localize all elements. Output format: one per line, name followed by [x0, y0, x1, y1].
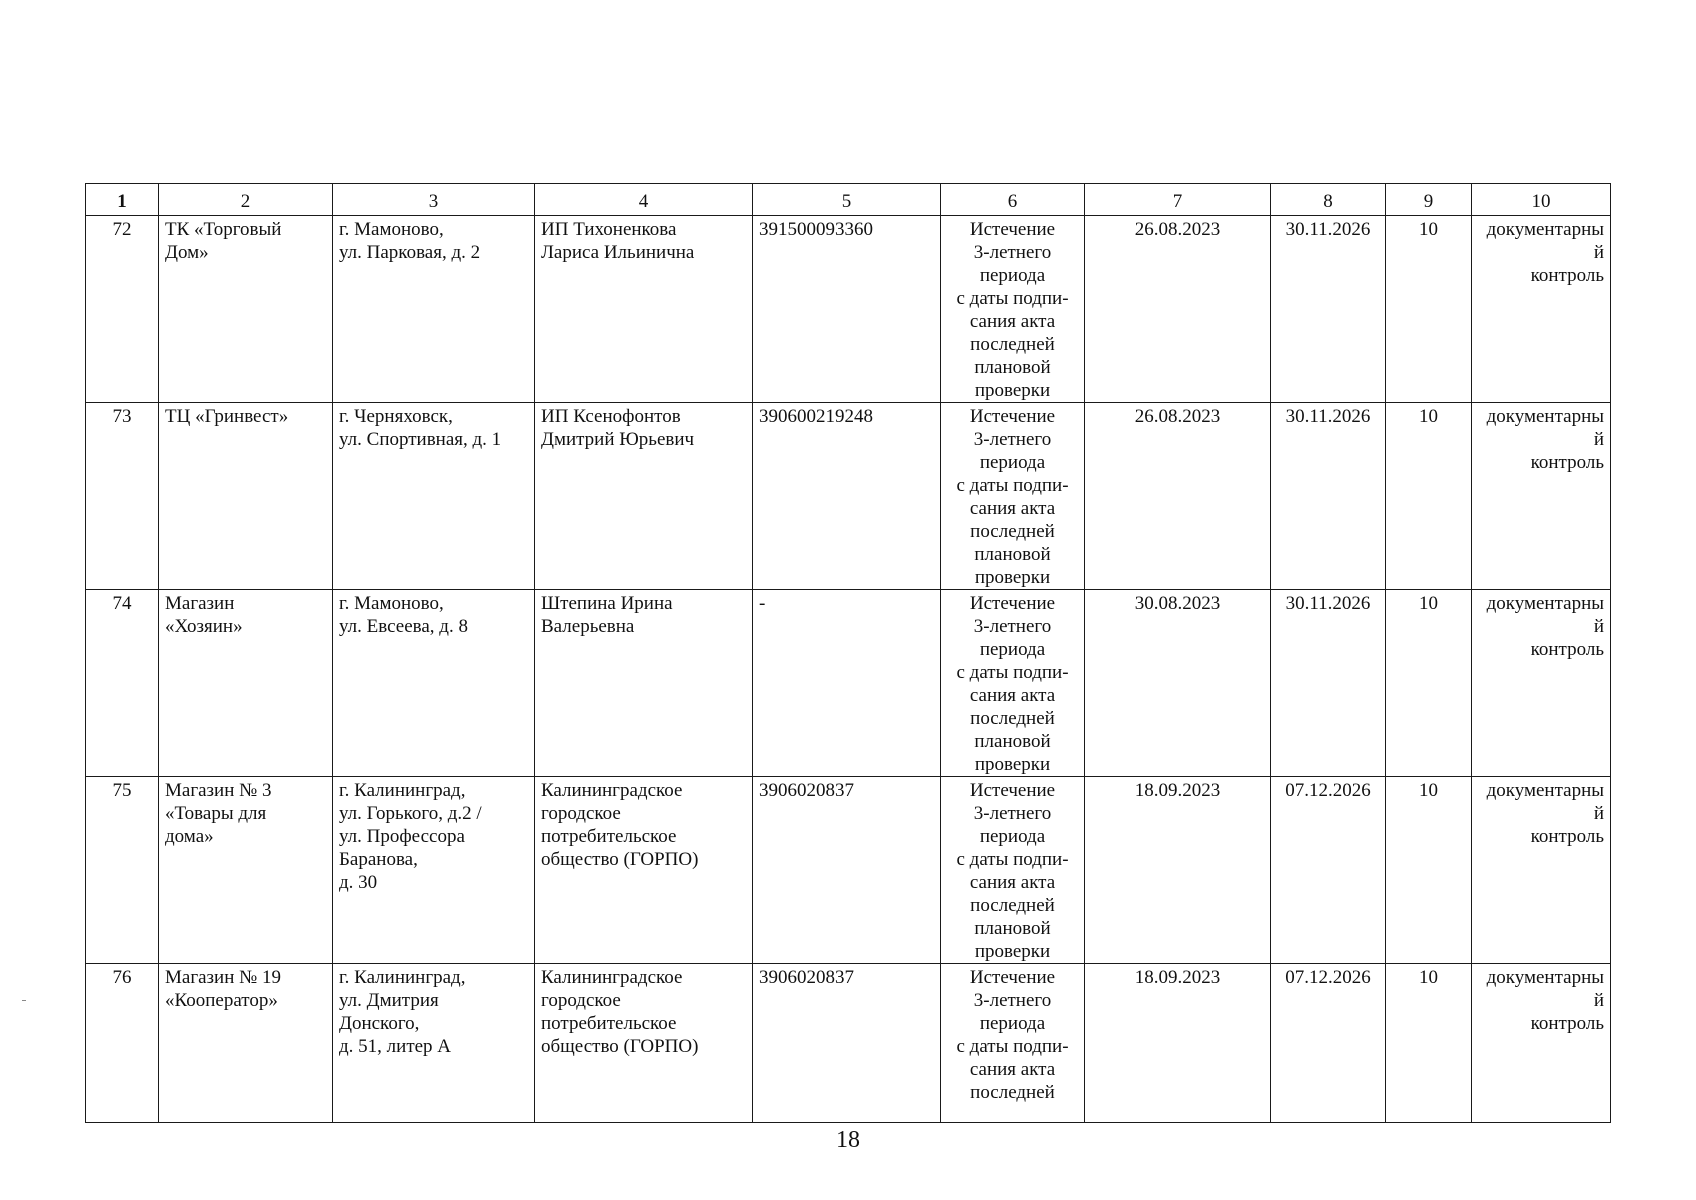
object-address: г. Мамоново, ул. Евсеева, д. 8 [333, 590, 535, 777]
column-header-4: 4 [535, 184, 753, 216]
object-name: Магазин «Хозяин» [159, 590, 333, 777]
last-inspection-date: 30.08.2023 [1085, 590, 1271, 777]
planned-inspection-date: 30.11.2026 [1271, 590, 1386, 777]
column-header-6: 6 [941, 184, 1085, 216]
object-address: г. Калининград, ул. Дмитрия Донского, д. 51, литер А [333, 964, 535, 1123]
object-name: Магазин № 19 «Кооператор» [159, 964, 333, 1123]
inn-value: 3906020837 [753, 964, 941, 1123]
inspection-form: документарный контроль [1472, 590, 1611, 777]
table-row [86, 590, 1611, 777]
row-number: 72 [86, 216, 159, 403]
inspection-duration: 10 [1386, 777, 1472, 964]
inn-value: 391500093360 [753, 216, 941, 403]
table-row [86, 777, 1611, 964]
row-number: 73 [86, 403, 159, 590]
object-name: Магазин № 3 «Товары для дома» [159, 777, 333, 964]
inspection-duration: 10 [1386, 964, 1472, 1123]
column-header-7: 7 [1085, 184, 1271, 216]
table-row [86, 216, 1611, 403]
owner-name: Калининградское городское потребительское общество (ГОРПО) [535, 964, 753, 1123]
table-row [86, 964, 1611, 1123]
planned-inspection-date: 30.11.2026 [1271, 216, 1386, 403]
last-inspection-date: 26.08.2023 [1085, 403, 1271, 590]
inspection-reason: Истечение 3-летнего периода с даты подпи- сания акта последней плановой проверки [941, 777, 1085, 964]
owner-name: Штепина Ирина Валерьевна [535, 590, 753, 777]
table-row [86, 403, 1611, 590]
object-address: г. Черняховск, ул. Спортивная, д. 1 [333, 403, 535, 590]
object-address: г. Калининград, ул. Горького, д.2 / ул. Профессора Баранова, д. 30 [333, 777, 535, 964]
row-number: 75 [86, 777, 159, 964]
inspection-duration: 10 [1386, 216, 1472, 403]
inspection-form: документарный контроль [1472, 403, 1611, 590]
header-row [86, 184, 1611, 216]
inspection-form: документарный контроль [1472, 216, 1611, 403]
column-header-1: 1 [86, 184, 159, 216]
inspection-reason: Истечение 3-летнего периода с даты подпи- сания акта последней плановой проверки [941, 216, 1085, 403]
owner-name: Калининградское городское потребительское общество (ГОРПО) [535, 777, 753, 964]
column-header-3: 3 [333, 184, 535, 216]
inspection-reason: Истечение 3-летнего периода с даты подпи- сания акта последней плановой проверки [941, 590, 1085, 777]
column-header-2: 2 [159, 184, 333, 216]
object-name: ТК «Торговый Дом» [159, 216, 333, 403]
column-header-8: 8 [1271, 184, 1386, 216]
inn-value: 3906020837 [753, 777, 941, 964]
inspection-reason: Истечение 3-летнего периода с даты подпи- сания акта последней [941, 964, 1085, 1123]
last-inspection-date: 18.09.2023 [1085, 964, 1271, 1123]
last-inspection-date: 18.09.2023 [1085, 777, 1271, 964]
page-number: 18 [836, 1127, 860, 1153]
inspection-form: документарный контроль [1472, 964, 1611, 1123]
last-inspection-date: 26.08.2023 [1085, 216, 1271, 403]
column-header-10: 10 [1472, 184, 1611, 216]
owner-name: ИП Ксенофонтов Дмитрий Юрьевич [535, 403, 753, 590]
column-header-9: 9 [1386, 184, 1472, 216]
planned-inspection-date: 07.12.2026 [1271, 964, 1386, 1123]
inn-value: - [753, 590, 941, 777]
inspection-duration: 10 [1386, 590, 1472, 777]
inn-value: 390600219248 [753, 403, 941, 590]
planned-inspection-date: 07.12.2026 [1271, 777, 1386, 964]
inspection-reason: Истечение 3-летнего периода с даты подпи- сания акта последней плановой проверки [941, 403, 1085, 590]
object-address: г. Мамоново, ул. Парковая, д. 2 [333, 216, 535, 403]
scan-edge-mark [22, 1000, 26, 1001]
owner-name: ИП Тихоненкова Лариса Ильинична [535, 216, 753, 403]
planned-inspection-date: 30.11.2026 [1271, 403, 1386, 590]
inspection-form: документарный контроль [1472, 777, 1611, 964]
row-number: 76 [86, 964, 159, 1123]
inspection-duration: 10 [1386, 403, 1472, 590]
row-number: 74 [86, 590, 159, 777]
inspection-plan-table [85, 183, 1611, 1123]
column-header-5: 5 [753, 184, 941, 216]
object-name: ТЦ «Гринвест» [159, 403, 333, 590]
